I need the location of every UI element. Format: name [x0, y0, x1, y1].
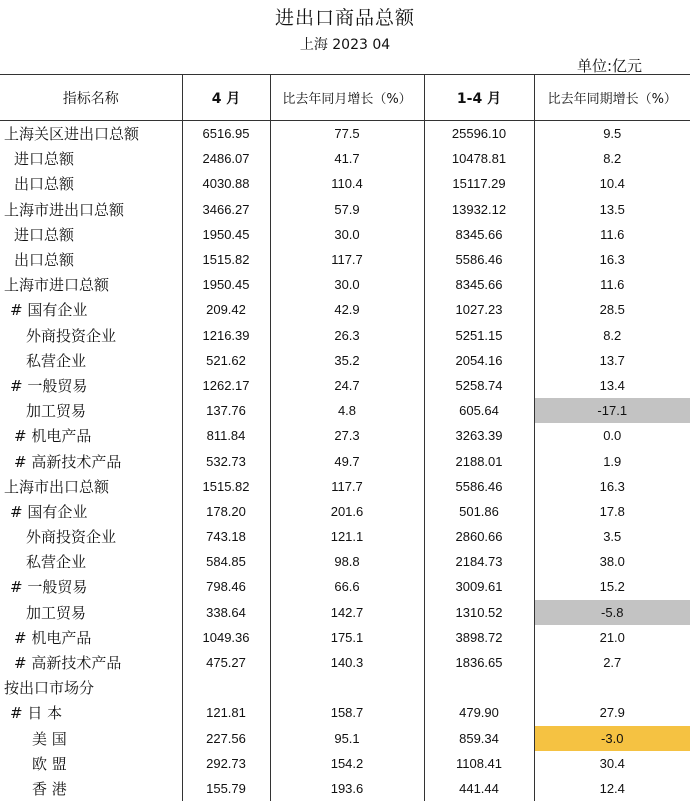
- page-title: 进出口商品总额: [274, 7, 415, 29]
- april-yoy-value: 27.3: [270, 423, 424, 448]
- jan-apr-value: 5586.46: [424, 247, 534, 272]
- jan-apr-value: 8345.66: [424, 272, 534, 297]
- row-name: # 国有企业: [10, 502, 88, 521]
- april-yoy-value: 42.9: [270, 297, 424, 322]
- table-row: [0, 574, 690, 599]
- table-row: [0, 348, 690, 373]
- table-row: [0, 600, 690, 625]
- row-name: # 一般贸易: [10, 578, 88, 597]
- april-value: 6516.95: [182, 121, 270, 147]
- jan-apr-yoy-value: 13.7: [534, 348, 690, 373]
- jan-apr-yoy-value: 10.4: [534, 171, 690, 196]
- april-value: 121.81: [182, 700, 270, 725]
- jan-apr-value: 1027.23: [424, 297, 534, 322]
- april-yoy-value: 30.0: [270, 222, 424, 247]
- row-name: # 日 本: [10, 704, 63, 723]
- trade-table: [0, 74, 690, 801]
- jan-apr-yoy-value: -3.0: [534, 726, 690, 751]
- april-yoy-value: 26.3: [270, 323, 424, 348]
- jan-apr-yoy-value: 3.5: [534, 524, 690, 549]
- april-yoy-value: 30.0: [270, 272, 424, 297]
- april-value: 475.27: [182, 650, 270, 675]
- row-name: 上海市出口总额: [4, 477, 110, 496]
- april-yoy-value: 121.1: [270, 524, 424, 549]
- jan-apr-yoy-value: 16.3: [534, 474, 690, 499]
- april-value: 1049.36: [182, 625, 270, 650]
- jan-apr-value: 1310.52: [424, 600, 534, 625]
- april-value: 532.73: [182, 448, 270, 473]
- table-row: [0, 700, 690, 725]
- table-row: [0, 398, 690, 423]
- jan-apr-yoy-value: 0.0: [534, 423, 690, 448]
- jan-apr-yoy-value: 38.0: [534, 549, 690, 574]
- april-value: 521.62: [182, 348, 270, 373]
- april-value: 155.79: [182, 776, 270, 801]
- jan-apr-value: 3263.39: [424, 423, 534, 448]
- jan-apr-yoy-value: 17.8: [534, 499, 690, 524]
- header-indicator-name: 指标名称: [0, 75, 182, 121]
- jan-apr-yoy-value: 11.6: [534, 222, 690, 247]
- april-value: [182, 675, 270, 700]
- row-name: 美 国: [32, 729, 67, 748]
- april-yoy-value: 4.8: [270, 398, 424, 423]
- april-yoy-value: 95.1: [270, 726, 424, 751]
- april-value: 227.56: [182, 726, 270, 751]
- table-row: [0, 373, 690, 398]
- jan-apr-yoy-value: 30.4: [534, 751, 690, 776]
- table-body: [0, 121, 690, 802]
- april-value: 3466.27: [182, 197, 270, 222]
- april-value: 584.85: [182, 549, 270, 574]
- table-row: [0, 171, 690, 196]
- jan-apr-yoy-value: -5.8: [534, 600, 690, 625]
- row-name: # 一般贸易: [10, 376, 88, 395]
- row-name: 欧 盟: [32, 754, 67, 773]
- row-name: 私营企业: [26, 351, 87, 370]
- table-row: [0, 726, 690, 751]
- table-row: [0, 323, 690, 348]
- row-name: # 高新技术产品: [14, 452, 122, 471]
- april-yoy-value: 49.7: [270, 448, 424, 473]
- april-yoy-value: 142.7: [270, 600, 424, 625]
- jan-apr-value: 859.34: [424, 726, 534, 751]
- table-row: [0, 121, 690, 147]
- april-yoy-value: 41.7: [270, 146, 424, 171]
- row-name: 上海市进口总额: [4, 276, 110, 295]
- april-value: 1262.17: [182, 373, 270, 398]
- jan-apr-value: 5251.15: [424, 323, 534, 348]
- april-yoy-value: [270, 675, 424, 700]
- table-row: [0, 675, 690, 700]
- april-value: 2486.07: [182, 146, 270, 171]
- jan-apr-value: 13932.12: [424, 197, 534, 222]
- table-row: [0, 423, 690, 448]
- header-april-yoy: 比去年同月增长（%）: [270, 75, 424, 121]
- jan-apr-yoy-value: 8.2: [534, 146, 690, 171]
- table-row: [0, 625, 690, 650]
- jan-apr-yoy-value: [534, 675, 690, 700]
- jan-apr-value: 3898.72: [424, 625, 534, 650]
- april-value: 178.20: [182, 499, 270, 524]
- table-row: [0, 650, 690, 675]
- april-yoy-value: 201.6: [270, 499, 424, 524]
- row-name: # 高新技术产品: [14, 654, 122, 673]
- row-name: 外商投资企业: [26, 326, 117, 345]
- table-row: [0, 776, 690, 801]
- row-name: 加工贸易: [26, 402, 87, 421]
- table-row: [0, 448, 690, 473]
- jan-apr-value: 1108.41: [424, 751, 534, 776]
- jan-apr-value: [424, 675, 534, 700]
- april-value: 338.64: [182, 600, 270, 625]
- jan-apr-value: 2860.66: [424, 524, 534, 549]
- april-yoy-value: 117.7: [270, 474, 424, 499]
- april-value: 1950.45: [182, 222, 270, 247]
- table-row: [0, 751, 690, 776]
- april-value: 811.84: [182, 423, 270, 448]
- jan-apr-value: 501.86: [424, 499, 534, 524]
- row-name: # 机电产品: [14, 427, 92, 446]
- row-name: 香 港: [32, 779, 67, 798]
- row-name: 出口总额: [14, 175, 75, 194]
- april-value: 137.76: [182, 398, 270, 423]
- april-yoy-value: 154.2: [270, 751, 424, 776]
- april-value: 292.73: [182, 751, 270, 776]
- table-row: [0, 247, 690, 272]
- jan-apr-value: 3009.61: [424, 574, 534, 599]
- april-yoy-value: 140.3: [270, 650, 424, 675]
- jan-apr-value: 2184.73: [424, 549, 534, 574]
- jan-apr-value: 8345.66: [424, 222, 534, 247]
- april-yoy-value: 77.5: [270, 121, 424, 147]
- jan-apr-value: 2188.01: [424, 448, 534, 473]
- jan-apr-yoy-value: 13.4: [534, 373, 690, 398]
- row-name: 外商投资企业: [26, 528, 117, 547]
- jan-apr-value: 2054.16: [424, 348, 534, 373]
- row-name: # 机电产品: [14, 628, 92, 647]
- table-row: [0, 272, 690, 297]
- april-yoy-value: 117.7: [270, 247, 424, 272]
- april-yoy-value: 158.7: [270, 700, 424, 725]
- jan-apr-yoy-value: 28.5: [534, 297, 690, 322]
- april-value: 1515.82: [182, 474, 270, 499]
- april-value: 798.46: [182, 574, 270, 599]
- row-name: 私营企业: [26, 553, 87, 572]
- header-jan-apr-yoy: 比去年同期增长（%）: [534, 75, 690, 121]
- jan-apr-yoy-value: 13.5: [534, 197, 690, 222]
- april-value: 1515.82: [182, 247, 270, 272]
- row-name: 加工贸易: [26, 603, 87, 622]
- jan-apr-yoy-value: 9.5: [534, 121, 690, 147]
- row-name: 按出口市场分: [4, 679, 95, 698]
- april-yoy-value: 193.6: [270, 776, 424, 801]
- jan-apr-value: 5586.46: [424, 474, 534, 499]
- jan-apr-yoy-value: -17.1: [534, 398, 690, 423]
- table-row: [0, 297, 690, 322]
- row-name: # 国有企业: [10, 301, 88, 320]
- april-yoy-value: 110.4: [270, 171, 424, 196]
- jan-apr-yoy-value: 27.9: [534, 700, 690, 725]
- jan-apr-yoy-value: 12.4: [534, 776, 690, 801]
- jan-apr-yoy-value: 11.6: [534, 272, 690, 297]
- jan-apr-value: 10478.81: [424, 146, 534, 171]
- table-header-row: [0, 75, 690, 121]
- table-row: [0, 474, 690, 499]
- table-row: [0, 222, 690, 247]
- april-value: 4030.88: [182, 171, 270, 196]
- table-row: [0, 146, 690, 171]
- april-value: 1950.45: [182, 272, 270, 297]
- jan-apr-yoy-value: 8.2: [534, 323, 690, 348]
- jan-apr-yoy-value: 15.2: [534, 574, 690, 599]
- jan-apr-value: 25596.10: [424, 121, 534, 147]
- jan-apr-yoy-value: 16.3: [534, 247, 690, 272]
- april-yoy-value: 57.9: [270, 197, 424, 222]
- april-value: 743.18: [182, 524, 270, 549]
- april-yoy-value: 98.8: [270, 549, 424, 574]
- row-name: 进口总额: [14, 150, 75, 169]
- april-value: 1216.39: [182, 323, 270, 348]
- april-yoy-value: 24.7: [270, 373, 424, 398]
- unit-label: 单位:亿元: [577, 57, 643, 75]
- jan-apr-yoy-value: 1.9: [534, 448, 690, 473]
- april-yoy-value: 175.1: [270, 625, 424, 650]
- header-jan-apr: 1-4 月: [424, 75, 534, 121]
- row-name: 上海关区进出口总额: [4, 125, 140, 144]
- april-yoy-value: 35.2: [270, 348, 424, 373]
- jan-apr-yoy-value: 21.0: [534, 625, 690, 650]
- jan-apr-value: 1836.65: [424, 650, 534, 675]
- page-subtitle: 上海 2023 04: [299, 37, 391, 53]
- table-row: [0, 524, 690, 549]
- header-april: 4 月: [182, 75, 270, 121]
- april-yoy-value: 66.6: [270, 574, 424, 599]
- april-value: 209.42: [182, 297, 270, 322]
- jan-apr-value: 15117.29: [424, 171, 534, 196]
- jan-apr-value: 441.44: [424, 776, 534, 801]
- jan-apr-yoy-value: 2.7: [534, 650, 690, 675]
- row-name: 上海市进出口总额: [4, 200, 125, 219]
- row-name: 出口总额: [14, 251, 75, 270]
- jan-apr-value: 5258.74: [424, 373, 534, 398]
- table-row: [0, 499, 690, 524]
- table-row: [0, 197, 690, 222]
- row-name: 进口总额: [14, 225, 75, 244]
- jan-apr-value: 479.90: [424, 700, 534, 725]
- jan-apr-value: 605.64: [424, 398, 534, 423]
- table-row: [0, 549, 690, 574]
